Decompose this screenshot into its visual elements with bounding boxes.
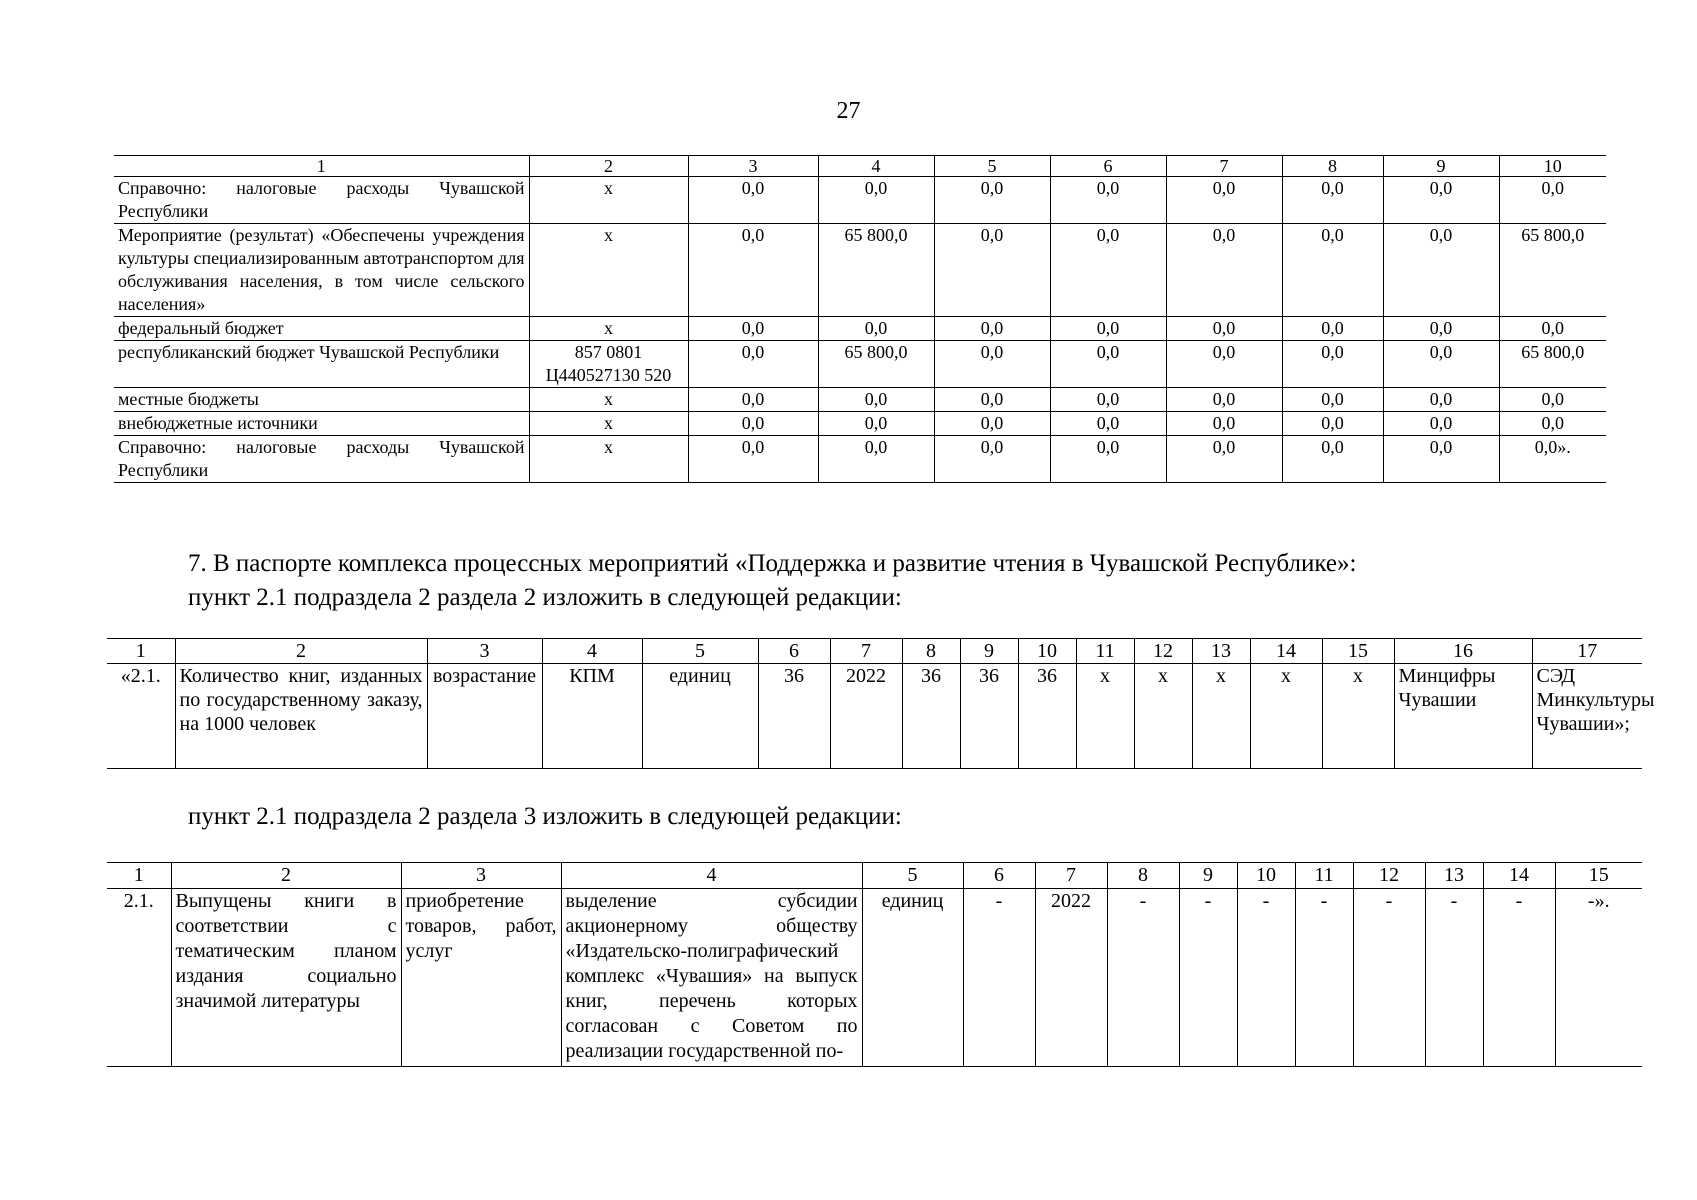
cell: 0,0 [1050,436,1166,483]
cell: -». [1555,889,1642,1067]
cell: 0,0 [1499,412,1606,436]
cell: 36 [902,664,960,769]
column-header: 8 [902,639,960,664]
cell: - [1353,889,1425,1067]
cell: 0,0 [688,317,818,341]
cell: 0,0 [1282,341,1383,388]
cell: 65 800,0 [1499,224,1606,317]
column-header: 9 [1179,863,1237,889]
cell: 0,0 [688,224,818,317]
column-header: 7 [1166,156,1282,177]
cell: 36 [758,664,830,769]
cell: 0,0 [1282,317,1383,341]
column-header: 8 [1107,863,1179,889]
cell: - [963,889,1035,1067]
table-row [107,889,1642,1067]
column-header: 5 [934,156,1050,177]
cell: - [1295,889,1353,1067]
table-header-row [114,156,1606,177]
column-header: 4 [542,639,642,664]
cell: - [1483,889,1555,1067]
cell: 0,0 [1282,412,1383,436]
cell: Количество книг, изданных по государственному заказу, на 1000 человек [175,664,427,769]
cell: 0,0 [1166,224,1282,317]
cell: единиц [642,664,758,769]
cell: 0,0 [934,177,1050,224]
row-label: Справочно: налоговые расходы Чувашской Республики [114,177,529,224]
table-row [114,224,1606,317]
cell: - [1237,889,1295,1067]
cell: 0,0 [688,412,818,436]
cell: 65 800,0 [818,341,934,388]
column-header: 4 [818,156,934,177]
table-row [114,412,1606,436]
paragraph-instruction: пункт 2.1 подраздела 2 раздела 2 изложить в следующей редакции: [188,584,902,611]
column-header: 17 [1532,639,1642,664]
column-header: 1 [107,639,175,664]
column-header: 9 [960,639,1018,664]
cell: 0,0». [1499,436,1606,483]
column-header: 16 [1394,639,1532,664]
cell: 0,0 [1383,341,1499,388]
cell: возрастание [427,664,542,769]
cell: х [1322,664,1394,769]
table-row [114,388,1606,412]
cell: 0,0 [1383,388,1499,412]
cell: 0,0 [688,436,818,483]
column-header: 5 [642,639,758,664]
cell: 2.1. [107,889,171,1067]
table-row [114,317,1606,341]
cell: х [1192,664,1250,769]
cell: 0,0 [1050,177,1166,224]
column-header: 3 [688,156,818,177]
cell: 0,0 [934,341,1050,388]
column-header: 11 [1295,863,1353,889]
table-header-row [107,639,1642,664]
cell: 0,0 [1050,388,1166,412]
column-header: 11 [1076,639,1134,664]
cell: х [529,388,688,412]
cell: 0,0 [934,317,1050,341]
cell: 0,0 [1050,412,1166,436]
cell: - [1107,889,1179,1067]
cell: 0,0 [1383,177,1499,224]
column-header: 7 [830,639,902,664]
cell: СЭД Минкультуры Чувашии»; [1532,664,1642,769]
page-number: 27 [836,98,861,124]
budget-table [114,155,1606,483]
cell: 0,0 [1499,317,1606,341]
cell: 0,0 [934,388,1050,412]
cell: 0,0 [934,436,1050,483]
cell: 0,0 [688,341,818,388]
cell: 65 800,0 [1499,341,1606,388]
column-header: 3 [401,863,561,889]
cell: приобретение товаров, работ, услуг [401,889,561,1067]
cell: 36 [1018,664,1076,769]
table-row [107,664,1642,769]
row-label: Мероприятие (результат) «Обеспечены учреждения культуры специализированным автотранспортом для обслуживания населения, в том числе сельского населения» [114,224,529,317]
cell: 0,0 [1282,224,1383,317]
column-header: 2 [175,639,427,664]
column-header: 13 [1192,639,1250,664]
column-header: 12 [1353,863,1425,889]
column-header: 15 [1322,639,1394,664]
column-header: 6 [1050,156,1166,177]
cell: КПМ [542,664,642,769]
column-header: 12 [1134,639,1192,664]
column-header: 1 [107,863,171,889]
cell: 0,0 [1050,341,1166,388]
paragraph-item-7: 7. В паспорте комплекса процессных мероприятий «Поддержка и развитие чтения в Чувашской Республике»: [188,550,1357,577]
column-header: 15 [1555,863,1642,889]
cell: 0,0 [1383,317,1499,341]
row-label: Справочно: налоговые расходы Чувашской Республики [114,436,529,483]
cell: 0,0 [1383,436,1499,483]
cell: 0,0 [688,177,818,224]
column-header: 10 [1237,863,1295,889]
cell: 0,0 [1282,436,1383,483]
cell: выделение субсидии акционерному обществу «Издательско-полиграфический комплекс «Чувашия» на выпуск книг, перечень которых согласован с Советом по реализации государственной по- [561,889,862,1067]
measures-table [107,862,1642,1067]
cell: 0,0 [688,388,818,412]
column-header: 3 [427,639,542,664]
cell: х [529,412,688,436]
cell: 0,0 [1166,177,1282,224]
column-header: 5 [862,863,963,889]
column-header: 9 [1383,156,1499,177]
column-header: 6 [758,639,830,664]
cell: 0,0 [1166,436,1282,483]
cell: 2022 [830,664,902,769]
cell: - [1179,889,1237,1067]
cell: 0,0 [1166,317,1282,341]
cell: 0,0 [934,412,1050,436]
column-header: 13 [1425,863,1483,889]
column-header: 10 [1499,156,1606,177]
budget-code-cell: 857 0801 Ц440527130 520 [529,341,688,388]
cell: 0,0 [1282,177,1383,224]
cell: Минцифры Чувашии [1394,664,1532,769]
cell: х [1134,664,1192,769]
cell: 0,0 [1499,388,1606,412]
cell: 0,0 [1050,224,1166,317]
table-header-row [107,863,1642,889]
column-header: 1 [114,156,529,177]
cell: х [529,177,688,224]
cell: «2.1. [107,664,175,769]
column-header: 10 [1018,639,1076,664]
row-label: внебюджетные источники [114,412,529,436]
cell: 0,0 [818,317,934,341]
cell: х [529,436,688,483]
column-header: 8 [1282,156,1383,177]
table-row [114,436,1606,483]
cell: х [529,224,688,317]
cell: 0,0 [1383,224,1499,317]
cell: 0,0 [1499,177,1606,224]
cell: 0,0 [818,412,934,436]
cell: 0,0 [1050,317,1166,341]
cell: х [529,317,688,341]
cell: 0,0 [818,436,934,483]
cell: 0,0 [1166,341,1282,388]
row-label: республиканский бюджет Чувашской Республики [114,341,529,388]
cell: 0,0 [1282,388,1383,412]
cell: 0,0 [1166,412,1282,436]
column-header: 2 [171,863,401,889]
cell: 0,0 [818,388,934,412]
column-header: 4 [561,863,862,889]
row-label: местные бюджеты [114,388,529,412]
cell: 0,0 [818,177,934,224]
table-row [114,341,1606,388]
table-row [114,177,1606,224]
column-header: 6 [963,863,1035,889]
cell: единиц [862,889,963,1067]
column-header: 14 [1483,863,1555,889]
column-header: 7 [1035,863,1107,889]
column-header: 2 [529,156,688,177]
cell: 36 [960,664,1018,769]
cell: 2022 [1035,889,1107,1067]
column-header: 14 [1250,639,1322,664]
cell: 65 800,0 [818,224,934,317]
cell: 0,0 [934,224,1050,317]
cell: - [1425,889,1483,1067]
cell: 0,0 [1383,412,1499,436]
paragraph-instruction: пункт 2.1 подраздела 2 раздела 3 изложить в следующей редакции: [188,803,902,830]
cell: х [1250,664,1322,769]
indicator-table [107,638,1655,769]
row-label: федеральный бюджет [114,317,529,341]
cell: х [1076,664,1134,769]
cell: 0,0 [1166,388,1282,412]
cell: Выпущены книги в соответствии с тематическим планом издания социально значимой литературы [171,889,401,1067]
